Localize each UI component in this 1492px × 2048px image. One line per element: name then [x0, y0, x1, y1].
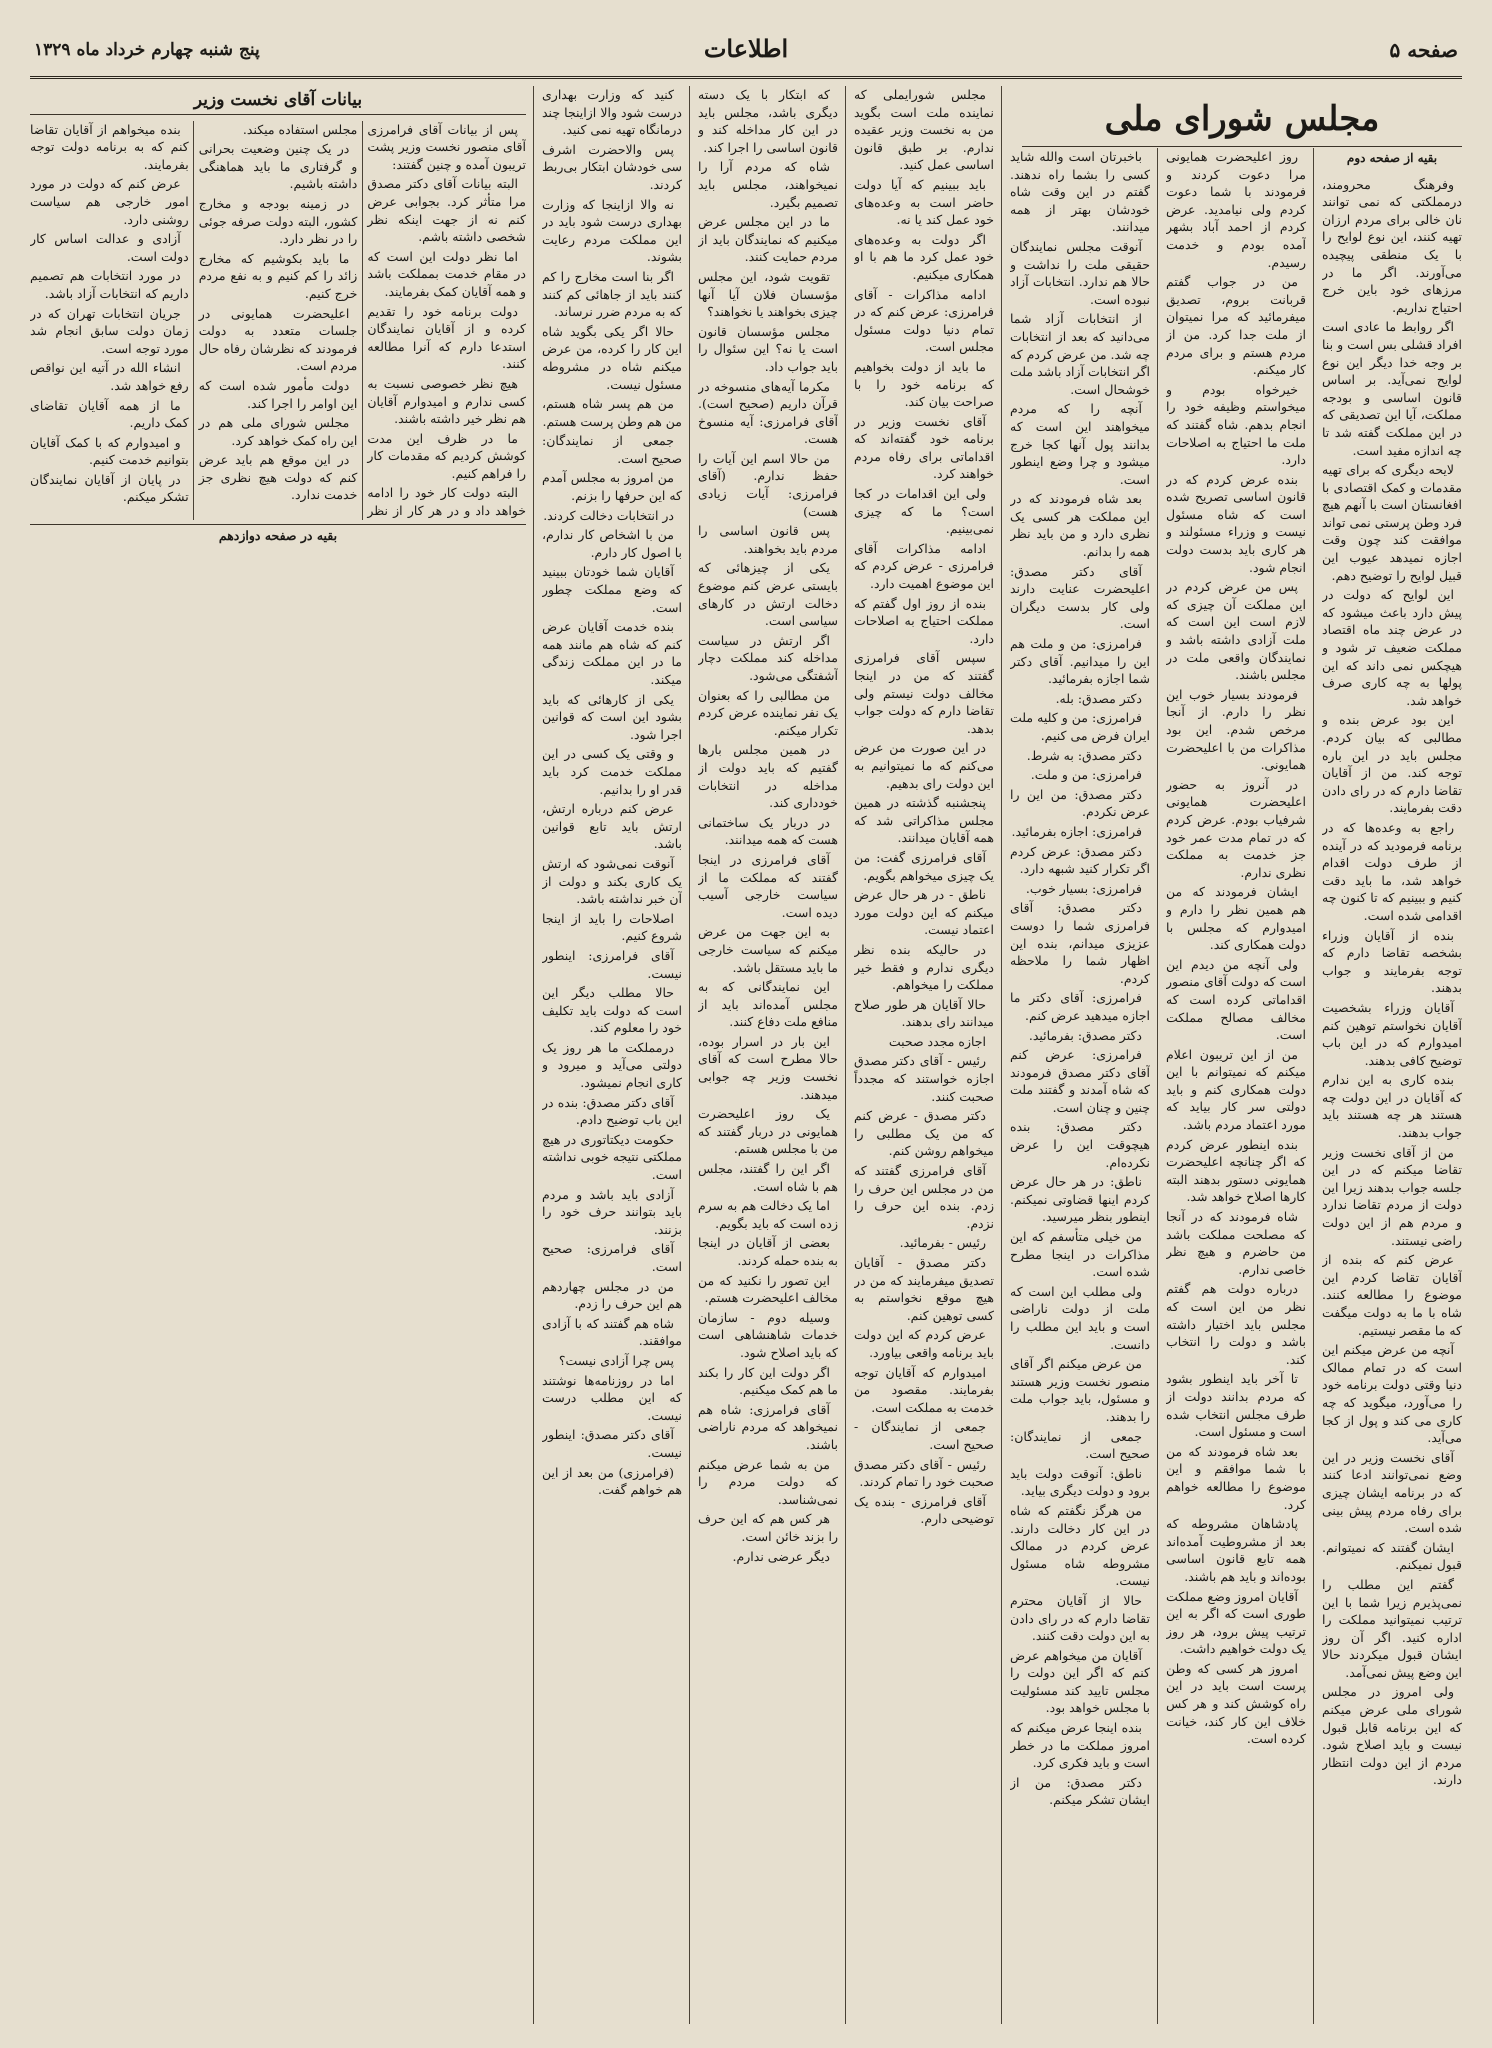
- article-paragraph: انشاء الله در آتیه این نواقص رفع خواهد شد.: [30, 360, 189, 393]
- column-7-body: [30, 121, 526, 520]
- article-paragraph: دکتر مصدق: عرض کردم اگر تکرار کنید شبهه دارد.: [1010, 843, 1150, 877]
- article-paragraph: من عرض میکنم اگر آقای منصور نخست وزیر هستند و مسئول، باید جواب ملت را بدهند.: [1010, 1356, 1150, 1424]
- article-paragraph: فرامرزی: من و کلیه ملت ایران فرض می کنیم.: [1010, 710, 1150, 743]
- article-paragraph: البته دولت کار خود را ادامه خواهد داد و در هر کار از نظر مجلس استفاده میکند.: [242, 121, 526, 519]
- article-paragraph: آنچه را که مردم میخواهند این است که بدانند پول آنها کجا خرج میشود و چرا وضع اینطور است.: [1010, 401, 1150, 487]
- article-paragraph: دکتر مصدق: بنده هیچوقت این را عرض نکرده‌ام.: [1010, 1119, 1150, 1170]
- article-paragraph: حالا از آقایان محترم تقاضا دارم که در رای دادن به این دولت دقت کنند.: [1010, 1592, 1150, 1644]
- article-paragraph: کنید که وزارت بهداری درست شود والا ازاینجا چند درمانگاه تهیه نمی کنید.: [542, 87, 682, 138]
- article-paragraph: درمملکت ما هر روز یک دولتی می‌آید و میرود و کاری انجام نمیشود.: [542, 1039, 682, 1091]
- article-paragraph: اما در روزنامه‌ها نوشتند که این مطلب درست نیست.: [542, 1372, 682, 1423]
- article-paragraph: پس من عرض کردم در این مملکت آن چیزی که لازم است این است که ملت آزادی داشته باشد و نمایندگان واقعی ملت در مجلس باشند.: [1166, 579, 1306, 683]
- article-paragraph: امیدوارم که آقایان توجه بفرمایند. مقصود من خدمت به مملکت است.: [854, 1364, 994, 1415]
- article-paragraph: حکومت دیکتاتوری در هیچ مملکتی نتیجه خوبی نداشته است.: [542, 1131, 682, 1183]
- article-paragraph: بنده اینطور عرض کردم که اگر چنانچه اعلیحضرت همایونی دستور بدهند البته کارها اصلاح خواهد شد.: [1166, 1136, 1306, 1205]
- article-paragraph: جمعی از نمایندگان: صحیح است.: [1010, 1428, 1150, 1462]
- article-paragraph: تا آخر باید اینطور بشود که مردم بدانند دولت از طرف مجلس انتخاب شده است و مسئول است.: [1166, 1371, 1306, 1440]
- article-paragraph: یک روز اعلیحضرت همایونی در دربار گفتند که من با مجلس هستم.: [698, 1106, 838, 1157]
- article-paragraph: فرامرزی: من و ملت هم این را میدانیم. آقای دکتر شما اجازه بفرمائید.: [1010, 636, 1150, 687]
- article-paragraph: فرامرزی: آقای دکتر ما اجازه میدهید عرض کنم.: [1010, 990, 1150, 1023]
- column-1: [1322, 148, 1462, 2024]
- column-rule: [533, 86, 534, 2024]
- column-6: [542, 86, 682, 2024]
- article-paragraph: ادامه مذاکرات آقای فرامرزی - عرض کردم که این موضوع اهمیت دارد.: [854, 540, 994, 592]
- article-paragraph: در حالیکه بنده نظر دیگری ندارم و فقط خیر مملکت را میخواهم.: [854, 941, 994, 993]
- article-paragraph: روز اعلیحضرت همایونی مرا دعوت کردند و فرمودند با شما دعوت کردم ولی نیامدید. عرض کردم از احمد آباد بشهر آمده بودم و خدمت رسیدم.: [1166, 149, 1306, 270]
- article-paragraph: اجازه مجدد صحبت: [888, 1033, 986, 1049]
- article-paragraph: دکتر مصدق: آقای فرامرزی شما را دوست عزیزی میدانم، بنده این اظهار شما را ملاحظه کردم.: [1010, 900, 1150, 986]
- article-paragraph: آزادی و عدالت اساس کار دولت است.: [30, 231, 189, 264]
- article-paragraph: بنده اینجا عرض میکنم که امروز مملکت ما در خطر است و باید فکری کرد.: [1010, 1720, 1150, 1771]
- article-paragraph: ولی این اقدامات در کجا است؟ ما که چیزی نمی‌بینیم.: [854, 486, 994, 537]
- article-paragraph: ناطق - در هر حال عرض میکنم که این دولت مورد اعتماد نیست.: [854, 887, 994, 938]
- article-paragraph: وفرهنگ محرومند، درمملکتی که نمی توانند نان خالی برای مردم ارزان تهیه کنند، این نوع لوایح را با یک منطقی پیچیده می‌آورند. اگر ما در مرزهای خود باین خرج احتیاج نداریم.: [1322, 176, 1462, 315]
- article-paragraph: آقای فرامرزی - بنده یک توضیحی دارم.: [854, 1493, 994, 1527]
- article-paragraph: (فرامرزی) من بعد از این هم خواهم گفت.: [542, 1464, 682, 1498]
- article-paragraph: باخبرتان است والله شاید کسی را بشما راه ندهند. گفتم در این وقت شاه خودشان بهتر از همه میدانند.: [1010, 149, 1150, 235]
- article-paragraph: وسیله دوم - سازمان خدمات شاهنشاهی است که باید اصلاح شود.: [698, 1309, 838, 1360]
- page-header: [30, 28, 1462, 79]
- article-paragraph: آقای فرامرزی: صحیح است.: [542, 1241, 682, 1274]
- column-4: [854, 86, 994, 2024]
- article-paragraph: پس والاحضرت اشرف سی خودشان ابتکار بی‌ربط کردند.: [542, 141, 682, 192]
- newspaper-page: [30, 28, 1462, 2024]
- article-paragraph: این تصور را نکنید که من مخالف اعلیحضرت هستم.: [698, 1272, 838, 1306]
- column-4-body: [854, 86, 994, 1528]
- article-paragraph: فرمودند بسیار خوب این نظر را دارم. از آنجا مرخص شدم. این بود مذاکرات من با اعلیحضرت همایونی.: [1166, 686, 1306, 773]
- article-paragraph: آقای فرامرزی: شاه هم نمیخواهد که مردم ناراضی باشند.: [698, 1401, 838, 1452]
- article-paragraph: بنده کاری به این ندارم که آقایان در این دولت چه هستند هر چه هستند باید جواب بدهند.: [1322, 1072, 1462, 1141]
- article-paragraph: پس چرا آزادی نیست؟: [558, 1352, 674, 1368]
- article-paragraph: دکتر مصدق - عرض کنم که من یک مطلبی را میخواهم روشن کنم.: [854, 1108, 994, 1159]
- issue-date: پنج شنبه چهارم خرداد ماه ۱۳۲۹: [34, 40, 260, 60]
- article-paragraph: حالا آقایان هر طور صلاح میدانند رای بدهند.: [854, 996, 994, 1030]
- article-paragraph: ما از همه آقایان تقاضای کمک داریم.: [30, 397, 189, 431]
- article-paragraph: مجلس شورای ملی هم در این راه کمک خواهد کرد.: [198, 415, 358, 448]
- article-paragraph: آقای فرامرزی گفتند که من در مجلس این حرف را زدم. بنده این حرف را نزدم.: [854, 1163, 994, 1231]
- article-paragraph: جمعی از نمایندگان - صحیح است.: [854, 1419, 994, 1452]
- main-headline-block: [1022, 86, 1462, 151]
- article-paragraph: بنده از روز اول گفتم که مملکت احتیاج به اصلاحات دارد.: [854, 595, 994, 646]
- article-paragraph: من در جواب گفتم قربانت بروم، تصدیق میفرمائید که مرا نمیتوان از ملت جدا کرد. من از مردم هستم و برای مردم کار میکنم.: [1166, 274, 1306, 378]
- article-paragraph: دکتر مصدق: بفرمائید.: [1028, 1027, 1142, 1043]
- column-rule: [845, 86, 846, 2024]
- article-paragraph: این نمایندگانی که به مجلس آمده‌اند باید از منافع ملت دفاع کنند.: [698, 979, 838, 1030]
- article-paragraph: این بار در اسرار بوده، حالا مطرح است که آقای نخست وزیر چه جوابی میدهند.: [698, 1033, 838, 1102]
- article-paragraph: فرامرزی: اجازه بفرمائید.: [1011, 823, 1142, 839]
- article-paragraph: یکی از کارهائی که باید بشود این است که قوانین اجرا شود.: [542, 691, 682, 742]
- article-paragraph: عرض کنم که بنده از آقایان تقاضا کردم این موضوع را مطالعه کنند. شاه با ما به دولت میگفت که ما مقصر نیستیم.: [1322, 1252, 1462, 1338]
- article-paragraph: دکتر مصدق: بله.: [1055, 690, 1142, 706]
- article-paragraph: تقویت شود، این مجلس مؤسسان فلان آیا آنها چیزی بخواهند یا نخواهند؟: [698, 268, 838, 320]
- article-paragraph: در زمینه بودجه و مخارج کشور، البته دولت صرفه جوئی را در نظر دارد.: [198, 195, 358, 247]
- article-paragraph: اگر این را گفتند، مجلس هم با شاه است.: [698, 1161, 838, 1194]
- article-paragraph: من هم پسر شاه هستم، من هم وطن پرست هستم.: [542, 396, 682, 429]
- article-paragraph: مکرما آیه‌های منسوخه در قرآن داریم (صحیح است). آقای فرامرزی: آیه منسوخ هست.: [698, 378, 838, 447]
- article-paragraph: ادامه مذاکرات - آقای فرامرزی: عرض کنم که در تمام دنیا دولت مسئول مجلس است.: [854, 286, 994, 355]
- article-paragraph: من مطالبی را که بعنوان یک نفر نماینده عرض کردم تکرار میکنم.: [698, 687, 838, 738]
- main-headline: مجلس شورای ملی: [1022, 98, 1462, 147]
- article-paragraph: آقایان من میخواهم عرض کنم که اگر این دولت را مجلس تایید کند مسئولیت با مجلس خواهد بود.: [1010, 1647, 1150, 1716]
- article-paragraph: دیگر عرضی ندارم.: [732, 1548, 830, 1564]
- article-paragraph: گفتم این مطلب را نمی‌پذیرم زیرا شما با این ترتیب نمیتوانید مملکت را اداره کنید. اگر آن روز ایشان قبول میکردند حالا این وضع پیش نمی‌آمد.: [1322, 1576, 1462, 1680]
- article-paragraph: اگر روابط ما عادی است افراد قشلی بس است و بنا بر وجه خدا دیگر این نوع لوایح نمی‌آید. بر اساس قانون اساسی و بودجه مملکت، آیا این تصدیقی که در این مملکت گفته شد تا چه اندازه مفید است.: [1322, 319, 1462, 458]
- article-paragraph: از انتخابات آزاد شما می‌دانید که بعد از انتخابات چه شد. من عرض کردم که اگر انتخابات آزاد باشد ملت خوشحال است.: [1010, 311, 1150, 397]
- article-paragraph: ما در ظرف این مدت کوشش کردیم که مقدمات کار را فراهم کنیم.: [367, 430, 526, 481]
- article-paragraph: و امیدوارم که با کمک آقایان بتوانیم خدمت کنیم.: [30, 434, 189, 468]
- article-paragraph: دکتر مصدق: به شرط.: [1026, 747, 1142, 763]
- article-paragraph: اگر دولت به وعده‌های خود عمل کرد ما هم با او همکاری میکنیم.: [854, 231, 994, 282]
- column-3: [1010, 148, 1150, 2024]
- continued-from: بقیه از صفحه دوم: [1346, 151, 1438, 165]
- article-paragraph: پنجشنبه گذشته در همین مجلس مذاکراتی شد که همه آقایان میدانند.: [854, 795, 994, 846]
- article-paragraph: دولت برنامه خود را تقدیم کرده و از آقایان نمایندگان استدعا دارم که آنرا مطالعه کنند.: [367, 303, 526, 372]
- article-paragraph: این لوایح که دولت در پیش دارد باعث میشود که در عرض چند ماه اقتصاد مملکت ضعیف تر شود و هیچکس نمی داند که این پولها به چه کاری صرف خواهد شد.: [1322, 587, 1462, 708]
- article-paragraph: ناطق: در هر حال عرض کردم اینها قضاوتی نمیکنم. اینطور بنظر میرسید.: [1010, 1174, 1150, 1225]
- column-2: [1166, 148, 1306, 2024]
- article-paragraph: آزادی باید باشد و مردم باید بتوانند حرف خود را بزنند.: [542, 1186, 682, 1237]
- article-paragraph: در این موقع هم باید عرض کنم که دولت هیچ نظری جز خدمت ندارد.: [198, 452, 358, 503]
- article-paragraph: بعد شاه فرمودند که من با شما موافقم و این موضوع را مطالعه خواهم کرد.: [1166, 1443, 1306, 1512]
- article-paragraph: لایحه دیگری که برای تهیه مقدمات و کمک اقتصادی با افغانستان است با آنهم هیچ فرد وطن پرستی نمی تواند موافقت کند چون وقت اجازه نمیدهد عیوب این قبیل لوایح را توضیح دهم.: [1322, 462, 1462, 583]
- column-2-body: [1166, 148, 1306, 1748]
- article-paragraph: شاه هم گفتند که با آزادی موافقند.: [542, 1315, 682, 1349]
- article-paragraph: بنده از آقایان وزراء بشخصه تقاضا دارم که توجه بفرمایند و جواب بدهند.: [1322, 927, 1462, 996]
- article-paragraph: آقای نخست وزیر در برنامه خود گفته‌اند که اقداماتی برای رفاه مردم خواهند کرد.: [854, 413, 994, 482]
- article-paragraph: اگر دولت این کار را بکند ما هم کمک میکنیم.: [698, 1364, 838, 1398]
- article-paragraph: باید ببینیم که آیا دولت حاضر است به وعده‌های خود عمل کند یا نه.: [854, 176, 994, 228]
- article-paragraph: اگر بنا است مخارج را کم کنند باید از جاهائی کم کنند که به مردم ضرر نرساند.: [542, 268, 682, 320]
- article-paragraph: من خیلی متأسفم که این مذاکرات در اینجا مطرح شده است.: [1010, 1229, 1150, 1280]
- article-paragraph: شاه که مردم آرا را نمیخواهند، مجلس باید تصمیم بگیرد.: [698, 159, 838, 210]
- article-paragraph: آقایان شما خودتان ببینید که وضع مملکت چطور است.: [542, 564, 682, 615]
- columns-area: [30, 86, 1462, 2024]
- article-paragraph: اگر ارتش در سیاست مداخله کند مملکت دچار آشفتگی می‌شود.: [698, 632, 838, 683]
- article-paragraph: آنوقت مجلس نمایندگان حقیقی ملت را نداشت و حالا هم ندارد. انتخابات آزاد نبوده است.: [1010, 238, 1150, 307]
- article-paragraph: در انتخابات دخالت کردند.: [543, 507, 674, 523]
- article-paragraph: هیچ نظر خصوصی نسبت به کسی ندارم و امیدوارم آقایان هم نظر خیر داشته باشند.: [367, 375, 526, 427]
- article-paragraph: سپس آقای فرامرزی گفتند که من در اینجا مخالف دولت نیستم ولی تقاضا دارم که دولت جواب بدهد.: [854, 650, 994, 736]
- article-paragraph: پادشاهان مشروطه که بعد از مشروطیت آمده‌اند همه تابع قانون اساسی بوده‌اند و باید هم باشند.: [1166, 1516, 1306, 1584]
- article-paragraph: آقای نخست وزیر در این وضع نمی‌توانند ادعا کنند که در برنامه ایشان چیزی برای رفاه مردم پیش بینی شده است.: [1322, 1449, 1462, 1536]
- article-paragraph: من از این تریبون اعلام میکنم که نمیتوانم با این دولت همکاری کنم و باید دولتی سر کار بیاید که مورد اعتماد مردم باشد.: [1166, 1046, 1306, 1133]
- article-paragraph: جمعی از نمایندگان: صحیح است.: [542, 433, 682, 466]
- article-paragraph: اما نظر دولت این است که در مقام خدمت بمملکت باشد و همه آقایان کمک بفرمایند.: [367, 248, 526, 299]
- article-paragraph: حالا مطلب دیگر این است که دولت باید تکلیف خود را معلوم کند.: [542, 985, 682, 1036]
- column-3-body: [1010, 148, 1150, 1809]
- article-paragraph: در همین مجلس بارها گفتیم که باید دولت از مداخله در انتخابات خودداری کند.: [698, 742, 838, 811]
- newspaper-name: اطلاعات: [703, 34, 789, 63]
- pm-speech-title: بیانات آقای نخست وزیر: [30, 92, 526, 115]
- article-paragraph: آقایان وزراء بشخصیت آقایان نخواستم توهین کنم امیدوارم که در این باب توضیح کافی بدهند.: [1322, 999, 1462, 1068]
- article-paragraph: در پایان از آقایان نمایندگان تشکر میکنم.: [30, 471, 189, 505]
- article-paragraph: من به شما عرض میکنم که دولت مردم را نمی‌شناسد.: [698, 1456, 838, 1507]
- column-rule: [1313, 148, 1314, 2024]
- article-paragraph: درباره دولت هم گفتم نظر من این است که مجلس باید اختیار داشته باشد و دولت را انتخاب کند.: [1166, 1281, 1306, 1367]
- article-paragraph: در یک چنین وضعیت بحرانی و گرفتاری ما باید هماهنگی داشته باشیم.: [198, 141, 358, 192]
- article-paragraph: نه والا ازاینجا که وزارت بهداری درست شود باید در این مملکت مردم رعایت بشوند.: [542, 196, 682, 265]
- column-6-body: [542, 86, 682, 1499]
- article-paragraph: بعضی از آقایان در اینجا به بنده حمله کردند.: [698, 1235, 838, 1268]
- article-paragraph: دکتر مصدق - آقایان تصدیق میفرمایند که من در هیچ موقع نخواستم به کسی توهین کنم.: [854, 1255, 994, 1323]
- article-paragraph: من حالا اسم این آیات را حفظ ندارم. (آقای فرامرزی: آیات زیادی هست): [698, 450, 838, 519]
- article-paragraph: آقای فرامرزی: اینطور نیست.: [542, 947, 682, 981]
- article-paragraph: آنچه من عرض میکنم این است که در تمام ممالک دنیا وقتی دولت برنامه خود را می‌آورد، میگوید که چه کاری می کند و پول از کجا می‌آید.: [1322, 1342, 1462, 1446]
- article-paragraph: و وقتی یک کسی در این مملکت خدمت کرد باید قدر او را بدانیم.: [542, 746, 682, 797]
- article-paragraph: اما یک دخالت هم به سرم زده است که باید بگویم.: [698, 1198, 838, 1231]
- article-paragraph: ولی مطلب این است که ملت از دولت ناراضی است و باید این مطلب را دانست.: [1010, 1283, 1150, 1352]
- column-7: [30, 86, 526, 2024]
- column-1-body: [1322, 176, 1462, 1789]
- article-paragraph: جریان انتخابات تهران که در زمان دولت سابق انجام شد مورد توجه است.: [30, 305, 189, 356]
- article-paragraph: خیرخواه بودم و میخواستم وظیفه خود را انجام بدهم. شاه گفتند که ملت ما احتیاج به اصلاحات دارد.: [1166, 381, 1306, 468]
- article-paragraph: آقای دکتر مصدق: اینطور نیست.: [542, 1427, 682, 1460]
- article-paragraph: بعد شاه فرمودند که در این مملکت هر کسی یک نظری دارد و من باید نظر همه را بدانم.: [1010, 491, 1150, 560]
- article-paragraph: در مورد انتخابات هم تصمیم داریم که انتخابات آزاد باشد.: [30, 268, 189, 301]
- column-rule: [689, 86, 690, 2024]
- continued-to: بقیه در صفحه دوازدهم: [30, 524, 526, 545]
- article-paragraph: حالا اگر یکی بگوید شاه این کار را کرده، من عرض میکنم شاه در مشروطه مسئول نیست.: [542, 323, 682, 392]
- article-paragraph: راجع به وعده‌ها که در برنامه فرمودید که در آینده از طرف دولت اقدام خواهد شد، ما باید دقت کنیم و ببینیم که تا کنون چه اقدامی شده است.: [1322, 819, 1462, 923]
- article-paragraph: پس از بیانات آقای فرامرزی آقای منصور نخست وزیر پشت تریبون آمده و چنین گفتند:: [367, 121, 526, 172]
- article-paragraph: من با اشخاص کار ندارم، با اصول کار دارم.: [542, 527, 682, 560]
- article-paragraph: ناطق: آنوقت دولت باید برود و دولت دیگری بیاید.: [1010, 1465, 1150, 1499]
- article-paragraph: شاه فرمودند که در آنجا که مصلحت مملکت باشد من حاضرم و هیچ نظر خاصی ندارم.: [1166, 1209, 1306, 1277]
- article-paragraph: من از آقای نخست وزیر تقاضا میکنم که در این جلسه جواب بدهند زیرا این دولت از مردم تقاضا ندارد و مردم هم از این دولت راضی نیستند.: [1322, 1144, 1462, 1248]
- article-paragraph: به این جهت من عرض میکنم که سیاست خارجی ما باید مستقل باشد.: [698, 924, 838, 975]
- article-paragraph: ما در این مجلس عرض میکنیم که نمایندگان باید از مردم حمایت کنند.: [698, 214, 838, 265]
- article-paragraph: ایشان گفتند که نمیتوانم. قبول نمیکنم.: [1322, 1539, 1462, 1573]
- article-paragraph: آقای فرامرزی گفت: من یک چیزی میخواهم بگویم.: [854, 849, 994, 883]
- article-paragraph: ایشان فرمودند که من هم همین نظر را دارم و امیدوارم که مجلس با دولت همکاری کند.: [1166, 884, 1306, 953]
- article-paragraph: بنده میخواهم از آقایان تقاضا کنم که به برنامه دولت توجه بفرمایند.: [30, 121, 189, 172]
- article-paragraph: من در مجلس چهاردهم هم این حرف را زدم.: [542, 1278, 682, 1312]
- article-paragraph: ولی امروز در مجلس شورای ملی عرض میکنم که این برنامه قابل قبول نیست و باید اصلاح شود. مردم از این دولت انتظار دارند.: [1322, 1684, 1462, 1788]
- article-paragraph: آنوقت نمی‌شود که ارتش یک کاری بکند و دولت از آن خبر نداشته باشد.: [542, 855, 682, 907]
- article-paragraph: امروز هر کسی که وطن پرست است باید در این راه کوشش کند و هر کس خلاف این کار کند، خیانت کرده است.: [1166, 1660, 1306, 1747]
- article-paragraph: عرض کردم که این دولت باید برنامه واقعی بیاورد.: [854, 1327, 994, 1360]
- article-paragraph: بنده خدمت آقایان عرض کنم که شاه هم مانند همه ما در این مملکت زندگی میکند.: [542, 619, 682, 687]
- article-paragraph: در دربار یک ساختمانی هست که همه میدانند.: [698, 814, 838, 848]
- article-paragraph: هر کس هم که این حرف را بزند خائن است.: [698, 1511, 838, 1544]
- article-paragraph: آقای فرامرزی در اینجا گفتند که مملکت ما از سیاست خارجی آسیب دیده است.: [698, 851, 838, 920]
- article-paragraph: آقایان امروز وضع مملکت طوری است که اگر به این ترتیب پیش برود، هر روز یک دولت خواهیم داشت.: [1166, 1588, 1306, 1657]
- article-paragraph: پس قانون اساسی را مردم باید بخواهند.: [698, 523, 838, 556]
- article-paragraph: اعلیحضرت همایونی در جلسات متعدد به دولت فرمودند که نظرشان رفاه حال مردم است.: [198, 305, 358, 374]
- article-paragraph: که ابتکار با یک دسته دیگری باشد، مجلس باید در این کار مداخله کند و قانون اساسی را اجرا کند.: [698, 87, 838, 155]
- article-paragraph: من هرگز نگفتم که شاه در این کار دخالت دارند. عرض کردم در ممالک مشروطه شاه مسئول نیست.: [1010, 1502, 1150, 1589]
- article-paragraph: رئیس - بفرمائید.: [899, 1235, 986, 1251]
- article-paragraph: بنده عرض کردم که در قانون اساسی تصریح شده است که شاه مسئول نیست و وزراء مسئولند و هر کاری باید بدست دولت انجام شود.: [1166, 471, 1306, 575]
- article-paragraph: ما باید بکوشیم که مخارج زائد را کم کنیم و به نفع مردم خرج کنیم.: [198, 250, 358, 301]
- article-paragraph: دکتر مصدق: من از ایشان تشکر میکنم.: [1010, 1774, 1150, 1808]
- article-paragraph: یکی از چیزهائی که بایستی عرض کنم موضوع دخالت ارتش در کارهای سیاسی است.: [698, 560, 838, 629]
- column-5: [698, 86, 838, 2024]
- article-paragraph: مجلس مؤسسان قانون است یا نه؟ این سئوال را باید جواب داد.: [698, 323, 838, 374]
- article-paragraph: آقای دکتر مصدق: بنده در این باب توضیح دادم.: [542, 1094, 682, 1128]
- article-paragraph: عرض کنم درباره ارتش، ارتش باید تابع قوانین باشد.: [542, 801, 682, 852]
- article-paragraph: رئیس - آقای دکتر مصدق اجازه خواستند که مجدداً صحبت کنند.: [854, 1053, 994, 1104]
- article-paragraph: عرض کنم که دولت در مورد امور خارجی هم سیاست روشنی دارد.: [30, 176, 189, 227]
- article-paragraph: دولت مأمور شده است که این اوامر را اجرا کند.: [198, 377, 358, 411]
- column-rule: [1001, 86, 1002, 2024]
- article-paragraph: دکتر مصدق: من این را عرض نکردم.: [1010, 786, 1150, 820]
- article-paragraph: در آنروز به حضور اعلیحضرت همایونی شرفیاب بودم. عرض کردم که در تمام مدت عمر خود جز خدمت به مملکت نظری ندارم.: [1166, 776, 1306, 880]
- article-paragraph: این بود عرض بنده و مطالبی که بیان کردم. مجلس باید در این باره توجه کند. من از آقایان تقاضا دارم که در رای دادن دقت بفرمایند.: [1322, 712, 1462, 816]
- article-paragraph: فرامرزی: بسیار خوب.: [1025, 880, 1142, 896]
- article-paragraph: فرامرزی: عرض کنم آقای دکتر مصدق فرمودند که شاه آمدند و گفتند ملت چنین و چنان است.: [1010, 1047, 1150, 1115]
- article-paragraph: در این صورت من عرض می‌کنم که ما نمیتوانیم به این دولت رای بدهیم.: [854, 740, 994, 791]
- article-paragraph: اصلاحات را باید از اینجا شروع کنیم.: [542, 910, 682, 944]
- page-number: صفحه ۵: [1389, 38, 1458, 62]
- column-5-body: [698, 86, 838, 1565]
- article-paragraph: رئیس - آقای دکتر مصدق صحبت خود را تمام کردند.: [854, 1456, 994, 1490]
- article-paragraph: آقای دکتر مصدق: اعلیحضرت عنایت دارند ولی کار بدست دیگران است.: [1010, 563, 1150, 632]
- article-paragraph: فرامرزی: من و ملت.: [1030, 767, 1142, 783]
- article-paragraph: ولی آنچه من دیدم این است که دولت آقای منصور اقداماتی کرده است که مخالف مصالح مملکت است.: [1166, 956, 1306, 1043]
- article-paragraph: مجلس شورایملی که نماینده ملت است بگوید من به نخست وزیر عقیده ندارم. بر طبق قانون اساسی عمل کنید.: [854, 87, 994, 173]
- article-paragraph: من امروز به مجلس آمدم که این حرفها را بزنم.: [542, 470, 682, 504]
- article-paragraph: البته بیانات آقای دکتر مصدق مرا متأثر کرد. بجوابی عرض کنم نه از جهت اینکه نظر شخصی داشته باشم.: [367, 176, 526, 245]
- column-rule: [1157, 148, 1158, 2024]
- article-paragraph: ما باید از دولت بخواهیم که برنامه خود را با صراحت بیان کند.: [854, 358, 994, 410]
